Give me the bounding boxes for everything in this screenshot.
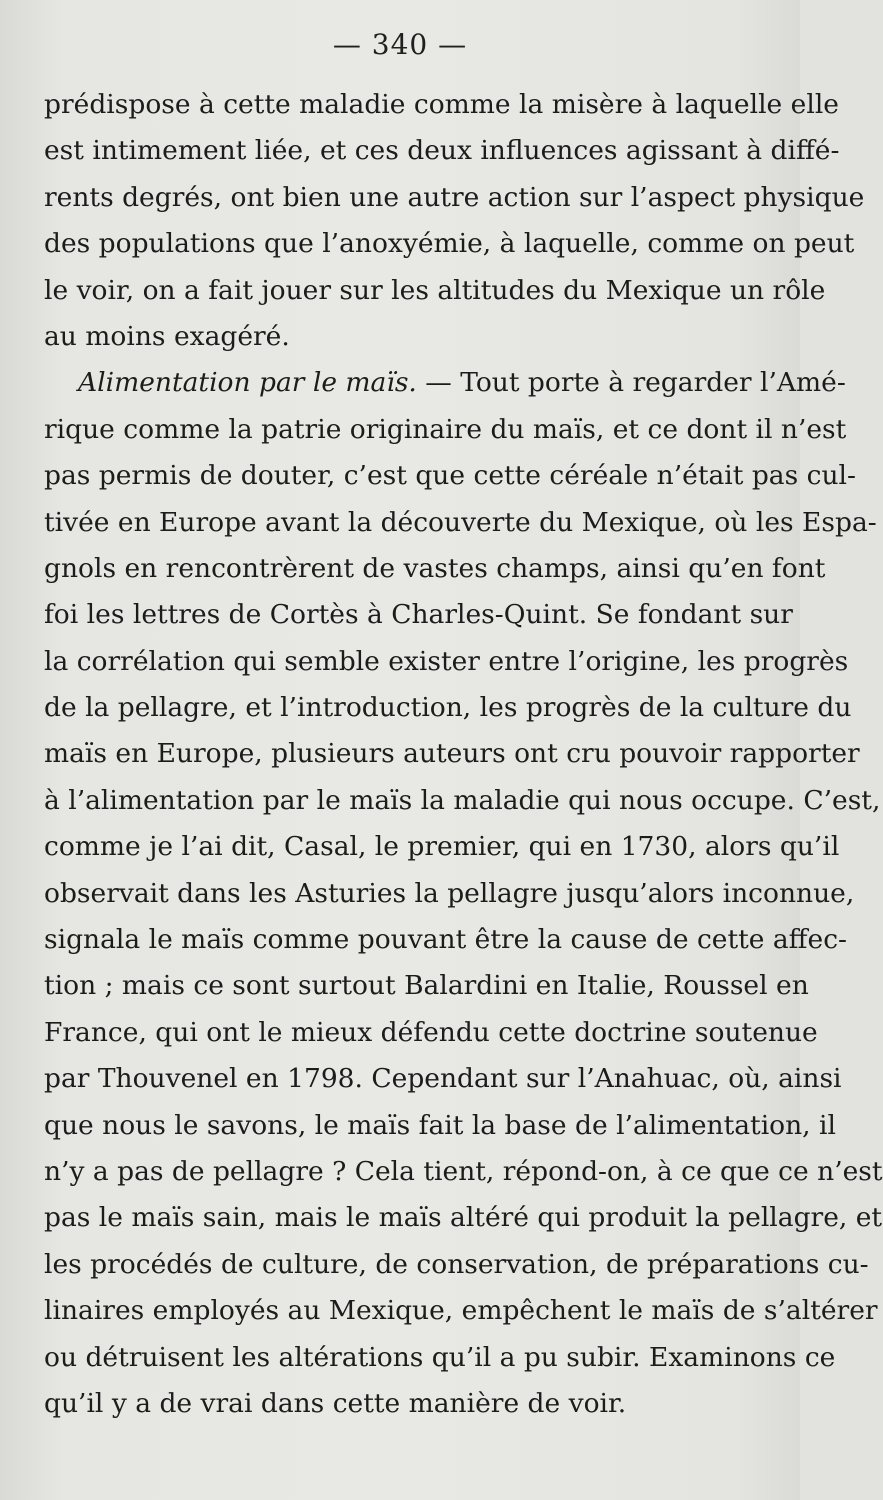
text-line: maïs en Europe, plusieurs auteurs ont cru pouvoir rapporter: [44, 738, 860, 770]
text-line: est intimement liée, et ces deux influences agissant à diffé-: [44, 135, 840, 167]
text-line: foi les lettres de Cortès à Charles-Quint. Se fondant sur: [44, 599, 793, 631]
text-line: comme je l’ai dit, Casal, le premier, qui en 1730, alors qu’il: [44, 831, 840, 863]
text-line: pas permis de douter, c’est que cette céréale n’était pas cul-: [44, 460, 856, 492]
text-line: au moins exagéré.: [44, 320, 290, 352]
text-line: gnols en rencontrèrent de vastes champs, ainsi qu’en font: [44, 552, 826, 584]
body-text: [44, 82, 883, 1427]
text-line: par Thouvenel en 1798. Cependant sur l’Anahuac, où, ainsi: [44, 1063, 842, 1095]
text-line: France, qui ont le mieux défendu cette doctrine soutenue: [44, 1016, 818, 1048]
text-line: ou détruisent les altérations qu’il a pu subir. Examinons ce: [44, 1341, 836, 1373]
text-line: signala le maïs comme pouvant être la cause de cette affec-: [44, 924, 847, 956]
text-line: prédispose à cette maladie comme la misère à laquelle elle: [44, 89, 839, 120]
text-line: à l’alimentation par le maïs la maladie qui nous occupe. C’est,: [44, 784, 881, 816]
heading-continuation: — Tout porte à regarder l’Amé-: [416, 367, 846, 399]
text-line: le voir, on a fait jouer sur les altitudes du Mexique un rôle: [44, 274, 826, 306]
text-line: observait dans les Asturies la pellagre jusqu’alors inconnue,: [44, 877, 855, 909]
text-line: n’y a pas de pellagre ? Cela tient, répond-on, à ce que ce n’est: [44, 1155, 883, 1187]
section-heading: Alimentation par le maïs.: [78, 367, 417, 399]
section-heading-line: [44, 360, 846, 406]
text-line: tion ; mais ce sont surtout Balardini en Italie, Roussel en: [44, 970, 809, 1002]
text-line: la corrélation qui semble exister entre l’origine, les progrès: [44, 645, 849, 677]
page-number: — 340 —: [332, 28, 468, 61]
text-line: des populations que l’anoxyémie, à laquelle, comme on peut: [44, 228, 855, 260]
text-line: rents degrés, ont bien une autre action sur l’aspect physique: [44, 181, 865, 213]
text-line: les procédés de culture, de conservation, de préparations cu-: [44, 1248, 869, 1280]
text-line: tivée en Europe avant la découverte du Mexique, où les Espa-: [44, 506, 877, 538]
text-line: que nous le savons, le maïs fait la base de l’alimentation, il: [44, 1109, 836, 1141]
text-line: linaires employés au Mexique, empêchent le maïs de s’altérer: [44, 1295, 878, 1327]
text-line: de la pellagre, et l’introduction, les progrès de la culture du: [44, 692, 852, 724]
text-line: pas le maïs sain, mais le maïs altéré qui produit la pellagre, et: [44, 1202, 883, 1234]
text-line: rique comme la patrie originaire du maïs, et ce dont il n’est: [44, 413, 847, 445]
text-line: qu’il y a de vrai dans cette manière de voir.: [44, 1387, 627, 1419]
